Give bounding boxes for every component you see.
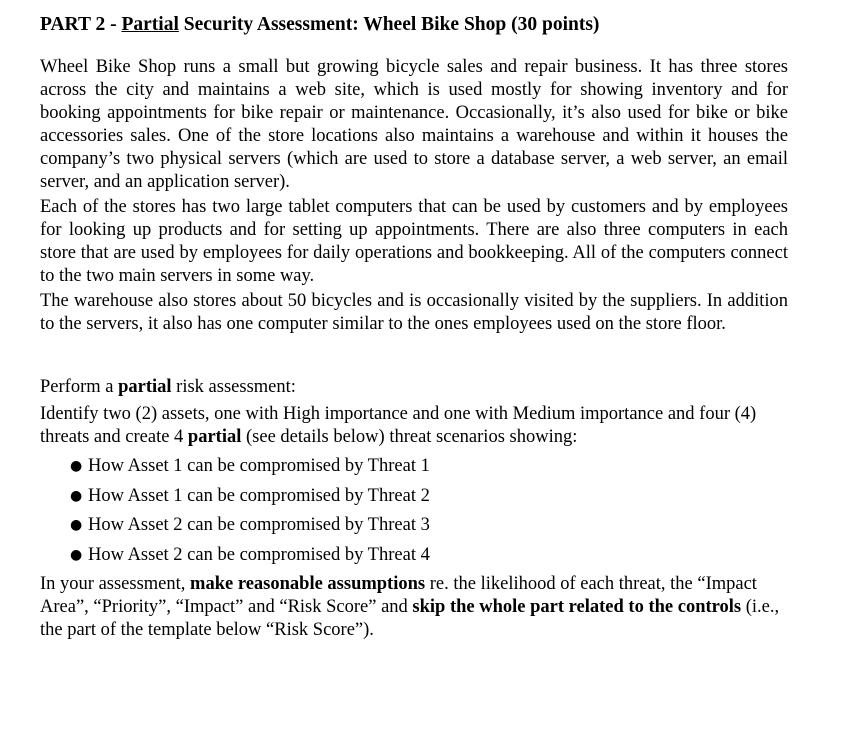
- final-part3: (i.e., the part of the template below “Risk Score”).: [40, 597, 780, 640]
- spacer: [40, 336, 788, 376]
- heading-prefix: PART 2 -: [40, 14, 122, 35]
- identify-bold: partial: [187, 427, 242, 447]
- identify-instruction: [40, 403, 788, 449]
- bullet-icon: ●: [70, 546, 83, 563]
- list-item: [70, 485, 788, 508]
- assessment-instruction: [40, 573, 788, 642]
- bullet-icon: ●: [70, 517, 83, 533]
- final-bold1: make reasonable assumptions: [190, 574, 426, 594]
- heading-title: Security Assessment: Wheel Bike Shop (30 points): [178, 14, 600, 35]
- identify-suffix: (see details below) threat scenarios showing:: [241, 427, 578, 447]
- heading-underlined-word: Partial: [121, 14, 179, 35]
- perform-prefix: Perform a: [40, 377, 119, 397]
- list-item-text: How Asset 2 can be compromised by Threat 4: [88, 544, 430, 565]
- document-page: [40, 14, 788, 642]
- perform-instruction: [40, 376, 788, 399]
- list-item: [70, 514, 788, 537]
- list-item: [70, 544, 788, 567]
- list-item-text: How Asset 2 can be compromised by Threat 3: [88, 515, 430, 535]
- list-item-text: How Asset 1 can be compromised by Threat 2: [88, 485, 430, 506]
- scenario-list: [40, 455, 788, 567]
- list-item: [70, 455, 788, 478]
- final-part2: re. the likelihood of each threat, the “Impact Area”, “Priority”, “Impact” and “Risk Score” and: [40, 574, 757, 617]
- section-heading: [40, 14, 788, 36]
- perform-bold: partial: [118, 377, 172, 397]
- paragraph-warehouse: The warehouse also stores about 50 bicycles and is occasionally visited by the suppliers. In addition to the servers, it also has one computer similar to the ones employees used on the store floor.: [40, 291, 788, 334]
- paragraph-intro: Wheel Bike Shop runs a small but growing bicycle sales and repair business. It has three stores across the city and maintains a web site, which is used mostly for showing inventory and for booking appointments for bike repair or maintenance. Occasionally, it’s also used for bike or bike accessories sales. One of the store locations also maintains a warehouse and within it houses the company’s two physical servers (which are used to store a database server, a web server, an email server, and an application server).: [40, 57, 788, 192]
- list-item-text: How Asset 1 can be compromised by Threat 1: [88, 456, 430, 476]
- final-bold2: skip the whole part related to the controls: [412, 597, 742, 617]
- bullet-icon: ●: [70, 487, 83, 504]
- perform-suffix: risk assessment:: [171, 377, 296, 397]
- paragraph-stores: Each of the stores has two large tablet computers that can be used by customers and by employees for looking up products and for setting up appointments. There are also three computers in each store that are used by employees for daily operations and bookkeeping. All of the computers connect to the two main servers in some way.: [40, 197, 788, 286]
- identify-text: Identify two (2) assets, one with High importance and one with Medium importance and four (4) threats and create 4: [40, 404, 757, 447]
- bullet-icon: ●: [70, 458, 83, 474]
- final-part1: In your assessment,: [40, 574, 191, 594]
